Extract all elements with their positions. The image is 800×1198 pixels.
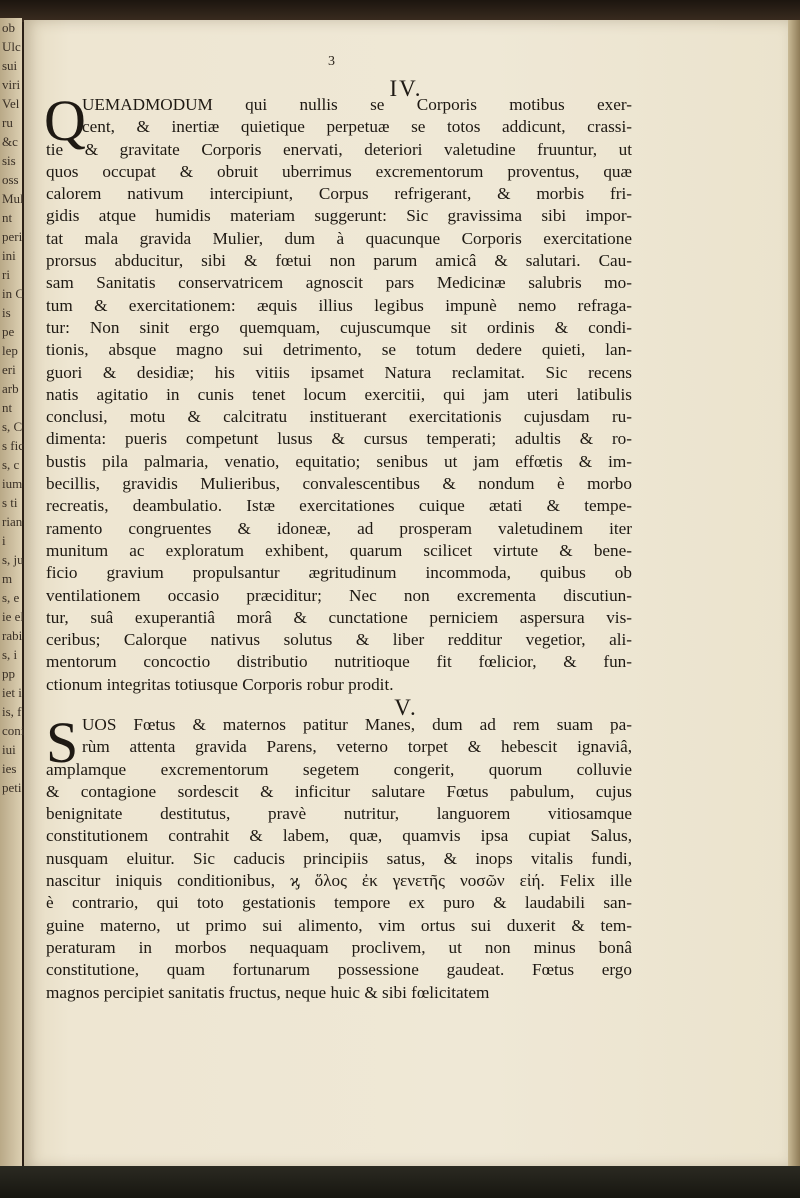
section-number-v: V. [394, 695, 418, 720]
facing-page-fragment: i [2, 533, 6, 548]
facing-page-fragment: peri [2, 229, 23, 244]
facing-page-fragment: oss [2, 172, 19, 187]
facing-page-fragment: arb [2, 381, 19, 396]
facing-page-fragment: s fic [2, 438, 25, 453]
facing-page-fragment: sui [2, 58, 18, 73]
text-line: ctionum integritas totiusque Corporis robur prodit. [46, 674, 394, 694]
facing-page-fragment: iui [2, 742, 16, 757]
text-line: guine materno, ut primo sui alimento, vim ortus sui duxerit & tem- [46, 915, 632, 935]
text-line: calorem nativum intercipiunt, Corpus refrigerant, & morbis fri- [46, 184, 632, 204]
text-line: benignitate destitutus, pravè nutritur, languorem vitiosamque [46, 804, 632, 824]
book-page [24, 20, 788, 1168]
section-v-body [46, 710, 632, 1004]
facing-page-fragment: ie el [2, 609, 25, 624]
book-bottom-edge [0, 1166, 800, 1198]
facing-page-fragment: Vel [2, 96, 20, 111]
text-line: tum & exercitationem: æquis illius legibus impunè nemo refraga- [46, 295, 632, 315]
text-line: cent, & inertiæ quietique perpetuæ se totos addicunt, crassi- [82, 117, 632, 137]
text-line: tur, suâ exuperantiâ morâ & cunctatione perniciem aspersura vis- [46, 607, 632, 627]
section-number-iv: IV. [389, 76, 423, 101]
facing-page-fragment: &c [2, 134, 18, 149]
facing-page-fragment: s ti [2, 495, 18, 510]
text-line: prorsus abducitur, sibi & fœtui non parum amicâ & salutari. Cau- [46, 251, 632, 271]
text-line: tie & gravitate Corporis enervati, deteriori valetudine fruuntur, ut [46, 139, 632, 159]
text-line: constitutione, quam fortunarum possessione gaudeat. Fœtus ergo [46, 960, 632, 980]
text-line: magnos percipiet sanitatis fructus, neque huic & sibi fœlicitatem [46, 982, 490, 1002]
text-line: quos occupat & obruit uberrimus excrementorum proventus, quæ [46, 161, 632, 181]
text-line: UOS Fœtus & maternos patitur Manes, dum ad rem suam pa- [82, 715, 632, 734]
facing-page-fragment: ini [2, 248, 16, 263]
facing-page-fragment: m [2, 571, 13, 586]
facing-page-fragment: pp [2, 666, 15, 681]
text-line: guori & desidiæ; his vitiis ipsamet Natura reclamitat. Sic recens [46, 362, 632, 382]
facing-page-fragment: is, f [2, 704, 22, 719]
drop-cap-s: S [46, 710, 79, 775]
text-line: recreatis, deambulatio. Istæ exercitationes cuique ætati & tempe- [46, 496, 632, 516]
facing-page-fragment: nt [2, 400, 13, 415]
text-line: peraturam in morbos nequaquam proclivem, ut non minus bonâ [46, 937, 632, 957]
text-line: dimenta: pueris competunt lusus & cursus temperati; adultis & ro- [46, 429, 632, 449]
text-line: natis agitatio in cunis tenet locum exercitii, qui jam uteri latibulis [46, 384, 632, 404]
signature-mark: 3 [328, 54, 335, 69]
facing-page-fragment: rian [2, 514, 23, 529]
text-line: ceribus; Calorque nativus solutus & liber redditur vegetior, ali- [46, 630, 632, 650]
facing-page-fragment: iet i [2, 685, 22, 700]
facing-page-fragment: s, C [2, 419, 23, 434]
facing-page-fragment: ium [2, 476, 23, 491]
facing-page-fragment: s, e [2, 590, 20, 605]
facing-page-fragment: s, i [2, 647, 18, 662]
facing-page-fragment: ies [2, 761, 17, 776]
text-line: tur: Non sinit ergo quemquam, cujuscumque sit ordinis & condi- [46, 317, 632, 337]
text-line: mentorum concoctio distributio nutritioque fit fœlicior, & fun- [46, 652, 632, 672]
text-line: conclusi, motu & calcitratu instituerant exercitationis cujusdam ru- [46, 407, 632, 427]
facing-page-fragment: viri [2, 77, 21, 92]
facing-page-fragment: eri [2, 362, 16, 377]
text-line: bustis pila palmaria, venatio, equitatio; senibus ut jam effœtis & im- [46, 451, 632, 471]
page-fore-edge [788, 20, 800, 1168]
facing-page-fragment: coni [2, 723, 25, 738]
book-top-edge [0, 0, 800, 22]
text-line: rùm attenta gravida Parens, veterno torpet & hebescit ignaviâ, [82, 737, 632, 757]
facing-page-fragment: Mul [2, 191, 24, 206]
text-line: & contagione sordescit & inficitur salutare Fœtus pabulum, cujus [46, 781, 632, 801]
text-line: tat mala gravida Mulier, dum à quacunque Corporis exercitatione [46, 228, 632, 248]
drop-cap-q: Q [44, 88, 86, 153]
facing-page-fragment: ri [2, 267, 10, 282]
facing-page-fragment: in C [2, 286, 25, 301]
facing-page-fragment: Ulc [2, 39, 21, 54]
facing-page-fragment: rabi [2, 628, 23, 643]
facing-page-edge [0, 18, 25, 1168]
text-line: gidis atque humidis materiam suggerunt: Sic gravissima sibi impor- [46, 206, 632, 226]
text-line: ramento congruentes & idoneæ, ad prosperam valetudinem iter [46, 518, 632, 538]
text-line: constitutionem contrahit & labem, quæ, quamvis ipsa cupiat Salus, [46, 826, 632, 846]
text-line: è contrario, qui toto gestationis tempore ex puro & laudabili san- [46, 893, 632, 913]
facing-page-fragment: peti [2, 780, 22, 795]
facing-page-fragment: ob [2, 20, 15, 35]
section-iv-body [44, 88, 632, 696]
text-line: UEMADMODUM qui nullis se Corporis motibus exer- [82, 95, 632, 114]
text-line: munitum ac exploratum exhibent, quarum scilicet virtute & bene- [46, 540, 632, 560]
text-line: becillis, gravidis Mulieribus, convalescentibus & nondum è morbo [46, 474, 632, 494]
facing-page-fragment: s, c [2, 457, 20, 472]
facing-page-fragment: lep [2, 343, 18, 358]
facing-page-fragment: ru [2, 115, 13, 130]
facing-page-fragment: pe [2, 324, 15, 339]
facing-page-fragment: is [2, 305, 11, 320]
text-line: amplamque excrementorum segetem congerit, quorum colluvie [46, 759, 632, 779]
facing-page-fragment: nt [2, 210, 13, 225]
text-line: tionis, absque magno sui detrimento, se totum dedere quieti, lan- [46, 340, 632, 360]
facing-page-fragment: s, ju [2, 552, 24, 567]
text-line: nascitur iniquis conditionibus, ϗ ὅλος ἐκ γενετῆς νοσῶν εἰή. Felix ille [46, 871, 632, 891]
facing-page-fragment: sis [2, 153, 16, 168]
text-line: ventilationem occasio præciditur; Nec non excrementa discutiun- [46, 585, 632, 605]
text-line: sam Sanitatis conservatricem agnoscit pars Medicinæ salubris mo- [46, 273, 632, 293]
text-line: nusquam eluitur. Sic caducis principiis satus, & inops vitalis fundi, [46, 848, 632, 868]
text-line: ficio gravium propulsantur ægritudinum incommoda, quibus ob [46, 563, 632, 583]
